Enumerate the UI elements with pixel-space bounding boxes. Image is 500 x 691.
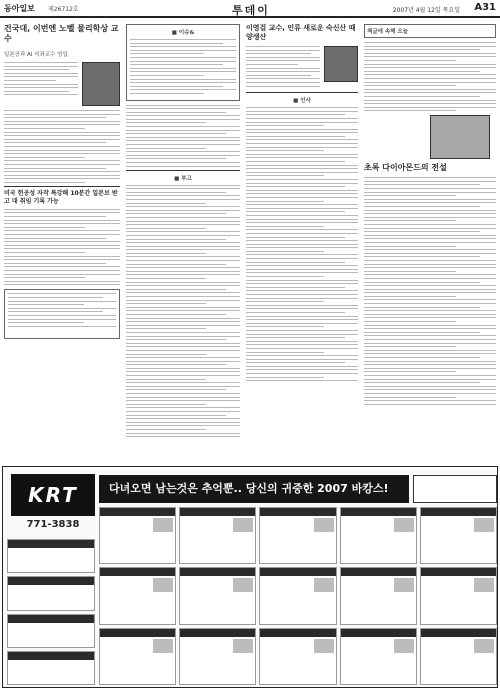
obituary-body (126, 185, 240, 438)
ad-grid (99, 507, 497, 685)
ad-cell (179, 628, 256, 685)
notice-box (4, 289, 120, 339)
article-body (246, 46, 320, 89)
section-label: ■ 이슈& (171, 30, 195, 36)
appointment-label: ■ 인사 (293, 98, 311, 105)
column-4 (364, 24, 496, 407)
ad-banner: 다녀오면 남는것은 추억뿐.. 당신의 귀중한 2007 바캉스! (99, 475, 409, 503)
profile-box (126, 24, 240, 101)
ad-cell (179, 567, 256, 624)
krt-logo: KRT (11, 474, 95, 516)
feature-headline: 초록 다이아몬드의 전설 (364, 163, 447, 173)
masthead (0, 0, 500, 18)
page-number: A31 (474, 2, 496, 13)
feature-body (364, 177, 496, 404)
article-body (126, 105, 240, 167)
ad-cell (259, 628, 336, 685)
newspaper-brand: 동아일보 (4, 4, 35, 13)
portrait-photo (324, 46, 358, 82)
section-title: 투데이 (232, 4, 270, 17)
ad-cell (420, 567, 497, 624)
obituary-label: ■ 부고 (174, 175, 192, 182)
ad-badge (413, 475, 497, 503)
feature-photo (430, 115, 490, 159)
ad-phone: 771-3838 (26, 519, 80, 530)
ad-cell (259, 507, 336, 564)
ad-cell (7, 614, 95, 648)
ad-cell (7, 576, 95, 610)
column-1 (4, 24, 120, 339)
ad-cell (340, 507, 417, 564)
feature-tag-label: 책글에 속해 오늘 (367, 29, 409, 35)
publication-date: 2007년 4월 12일 목요일 (392, 7, 460, 14)
article-kicker: 일본공과 AI 석좌교수 영입 (4, 52, 68, 58)
ad-cell (259, 567, 336, 624)
column-2 (126, 24, 240, 440)
article-headline: 이영걸 교수, 인류 새로운 숙신산 때양생산 (246, 24, 356, 41)
article-body (364, 42, 496, 111)
ad-side-cells (7, 539, 95, 685)
ad-cell (179, 507, 256, 564)
column-3 (246, 24, 358, 384)
article-headline: 건국대, 이번엔 노벨 물리학상 교수 (4, 24, 119, 43)
feature-tag (364, 24, 496, 38)
issue-number: 제26712호 (48, 6, 79, 13)
article-body-continued (4, 110, 120, 183)
article-body (4, 62, 78, 106)
travel-advertisement (2, 466, 498, 688)
ad-cell (99, 507, 176, 564)
ad-cell (99, 567, 176, 624)
ad-cell (7, 651, 95, 685)
ad-cell (420, 628, 497, 685)
ad-cell (340, 628, 417, 685)
appointment-body (246, 107, 358, 381)
ad-cell (340, 567, 417, 624)
brief-body (4, 209, 120, 285)
portrait-photo (82, 62, 120, 106)
ad-cell (420, 507, 497, 564)
ad-cell (7, 539, 95, 573)
ad-cell (99, 628, 176, 685)
brief-headline: 미국 헌공성 자작 특강해 10분간 일본보 받고 대 취임 기록 가능 (4, 189, 118, 205)
